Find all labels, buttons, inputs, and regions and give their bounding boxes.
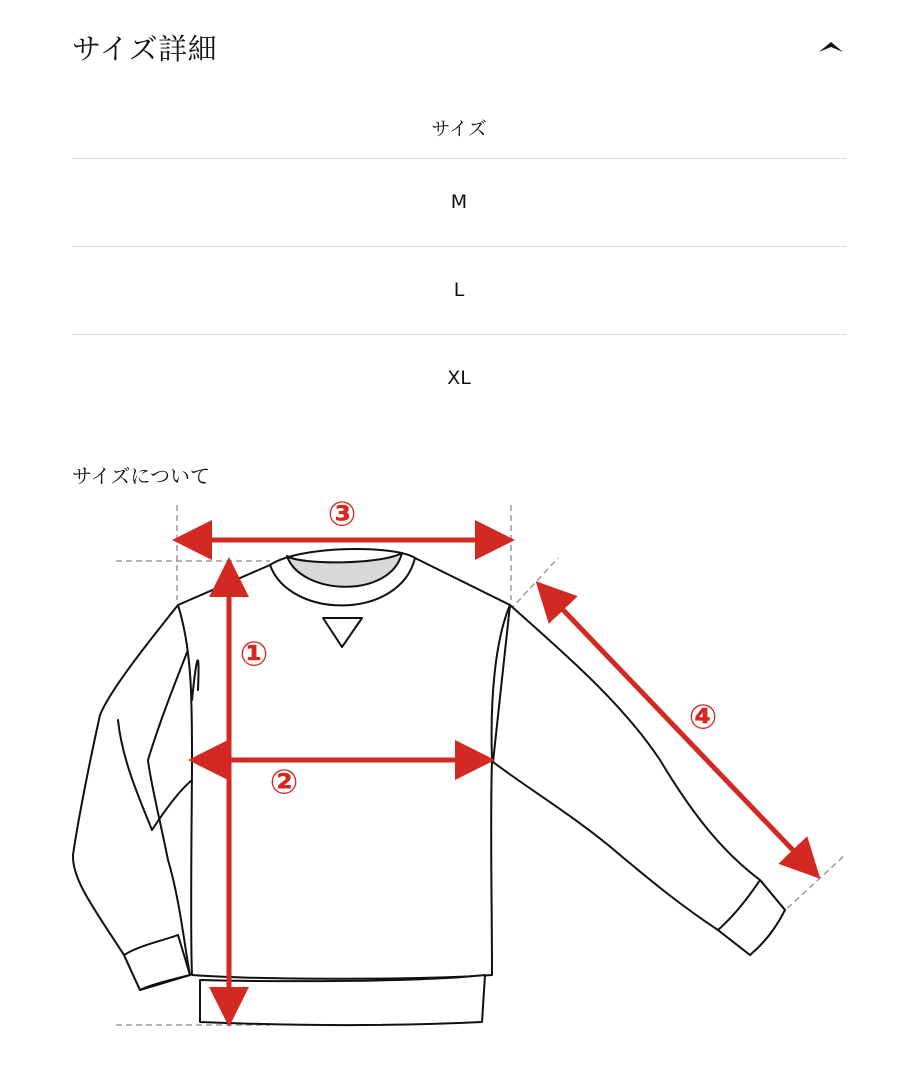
size-column-header: サイズ <box>72 100 846 159</box>
size-row-l: L <box>72 247 846 335</box>
size-row-xl: XL <box>447 367 471 389</box>
size-details-header[interactable] <box>72 24 846 70</box>
size-row-m: M <box>72 159 846 247</box>
size-table <box>72 100 846 422</box>
sweatshirt-diagram <box>0 490 910 1050</box>
measurement-label-3: ③ <box>327 494 357 535</box>
chevron-up-icon[interactable] <box>816 32 846 62</box>
about-size-title: サイズについて <box>72 464 210 488</box>
measurement-label-1: ① <box>239 634 269 675</box>
sweatshirt-outline <box>73 558 785 1025</box>
section-title: サイズ詳細 <box>72 31 218 66</box>
measurement-label-2: ② <box>269 762 299 803</box>
measurement-label-4: ④ <box>688 697 718 738</box>
